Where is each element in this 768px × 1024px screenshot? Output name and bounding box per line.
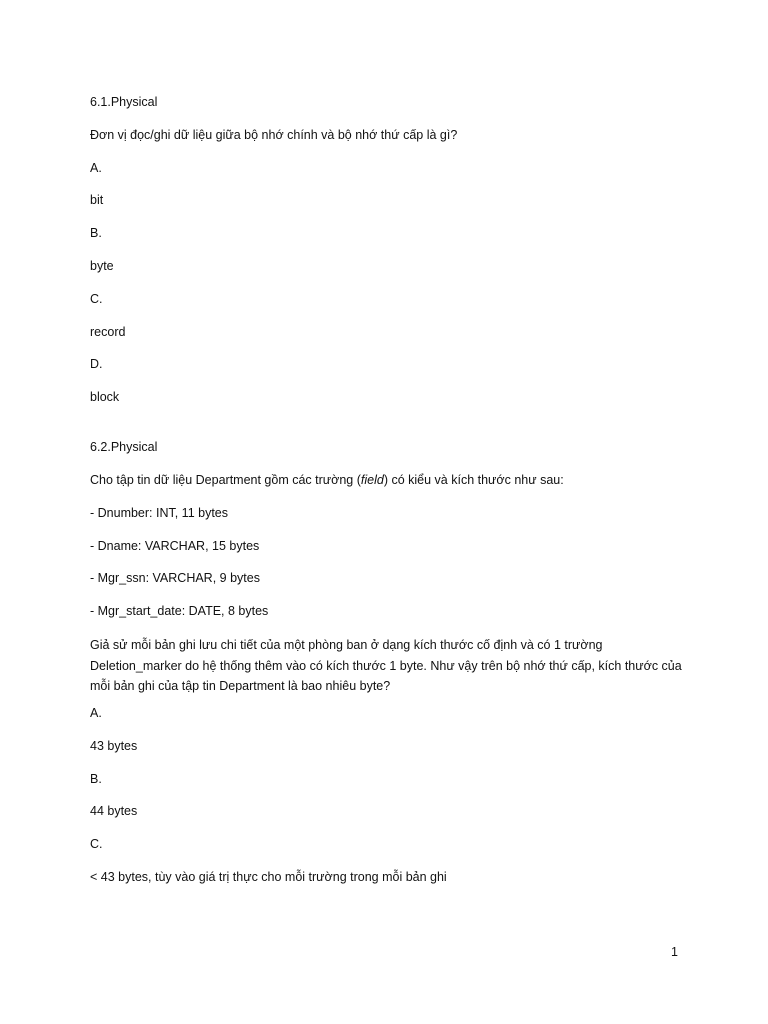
q2-option-b-text: 44 bytes bbox=[90, 804, 138, 819]
q1-option-a-text: bit bbox=[90, 193, 104, 208]
page-content bbox=[90, 93, 690, 901]
q2-option-c-text: < 43 bytes, tùy vào giá trị thực cho mỗi trường trong mỗi bản ghi bbox=[90, 870, 447, 885]
q1-heading: 6.1.Physical bbox=[90, 95, 158, 109]
q1-option-d-letter: D. bbox=[90, 357, 103, 372]
q1-option-c-text: record bbox=[90, 324, 126, 339]
q2-field-mgr-start-date: - Mgr_start_date: DATE, 8 bytes bbox=[90, 604, 269, 619]
q2-heading: 6.2.Physical bbox=[90, 440, 158, 455]
page-number: 1 bbox=[671, 945, 678, 959]
q1-question: Đơn vị đọc/ghi dữ liệu giữa bộ nhớ chính và bộ nhớ thứ cấp là gì? bbox=[90, 127, 458, 142]
q1-option-b-text: byte bbox=[90, 258, 114, 273]
q2-question: Giả sử mỗi bản ghi lưu chi tiết của một phòng ban ở dạng kích thước cố định và có 1 trường Deletion_marker do hệ thống thêm vào có kích thước 1 byte. Như vậy trên bộ nhớ thứ cấp, kích thước của mỗi bản ghi của tập tin Department là bao nhiêu byte? bbox=[90, 637, 682, 694]
q2-option-a-letter: A. bbox=[90, 706, 102, 721]
q2-field-dname: - Dname: VARCHAR, 15 bytes bbox=[90, 538, 260, 553]
q1-option-b-letter: B. bbox=[90, 226, 102, 241]
q2-intro-italic: field bbox=[360, 472, 384, 487]
q2-option-a-text: 43 bytes bbox=[90, 738, 138, 753]
q2-field-mgr-ssn: - Mgr_ssn: VARCHAR, 9 bytes bbox=[90, 571, 260, 586]
q1-option-a-letter: A. bbox=[90, 160, 102, 175]
q2-option-c-letter: C. bbox=[90, 837, 103, 852]
q2-intro-after: ) có kiểu và kích thước như sau: bbox=[383, 472, 564, 487]
q2-intro bbox=[90, 471, 690, 489]
q2-option-b-letter: B. bbox=[90, 771, 102, 786]
q2-intro-before: Cho tập tin dữ liệu Department gồm các trường ( bbox=[90, 472, 361, 487]
q2-field-dnumber: - Dnumber: INT, 11 bytes bbox=[90, 505, 229, 520]
q1-option-c-letter: C. bbox=[90, 291, 103, 306]
q1-option-d-text: block bbox=[90, 390, 120, 405]
